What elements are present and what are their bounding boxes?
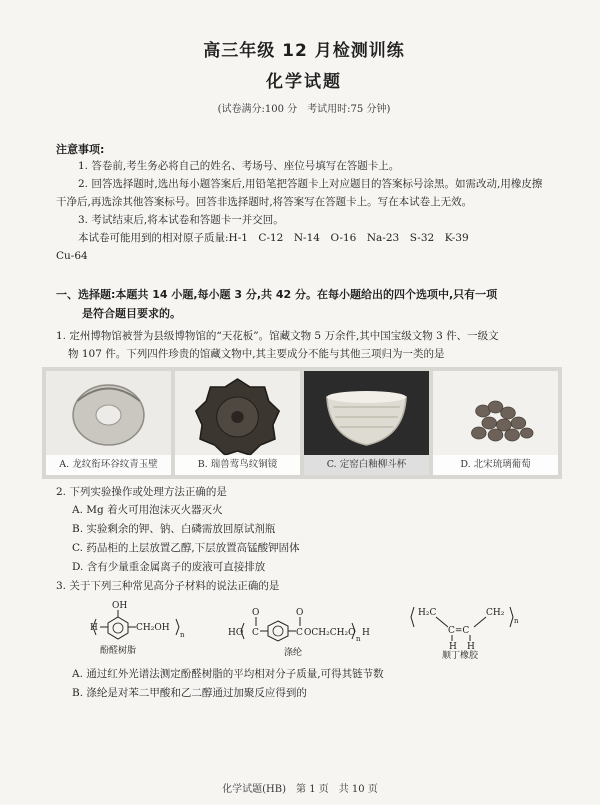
repeat-subscript-3: n [514, 617, 519, 625]
rubber-ch2: CH₂ [486, 608, 505, 618]
page-footer: 化学试题(HB) 第 1 页 共 10 页 [222, 784, 378, 795]
artifact-c-caption: C. 定窑白釉柳斗杯 [304, 455, 429, 475]
pet-c-2: C [296, 628, 303, 638]
question-1-stem: 1. 定州博物馆被誉为县级博物馆的“天花板”。馆藏文物 5 万余件,其中国宝级文物 3 件、一级文 [56, 330, 499, 342]
artifact-images [42, 367, 562, 479]
repeat-subscript-2: n [356, 635, 361, 643]
rubber-h-2: H [467, 642, 475, 652]
question-3-option-b: B. 涤纶是对苯二甲酸和乙二醇通过加聚反应得到的 [72, 687, 307, 699]
exam-info: (试卷满分:100 分 考试用时:75 分钟) [217, 104, 391, 115]
artifact-c-image [304, 371, 429, 475]
ch2oh-group: CH₂OH [136, 623, 170, 633]
question-3-option-a: A. 通过红外光谱法测定酚醛树脂的平均相对分子质量,可得其链节数 [72, 668, 384, 680]
notice-item-1: 1. 答卷前,考生务必将自己的姓名、考场号、座位号填写在答题卡上。 [78, 160, 400, 172]
exam-subject: 化学试题 [266, 72, 342, 92]
pet-ether: OCH₂CH₂O [304, 628, 356, 638]
rubber-h2c: H₂C [418, 608, 437, 618]
question-2-stem: 2. 下列实验操作或处理方法正确的是 [56, 486, 227, 498]
section-heading: 一、选择题:本题共 14 小题,每小题 3 分,共 42 分。在每小题给出的四个选项中,只有一项 [56, 288, 498, 301]
question-2-option-c: C. 药品柜的上层放置乙醇,下层放置高锰酸钾固体 [72, 542, 300, 554]
structure-label-phenolic: 酚醛树脂 [100, 646, 137, 656]
artifact-a-image [46, 371, 171, 475]
section-heading-cont: 是符合题目要求的。 [82, 307, 181, 320]
question-1-stem-cont: 物 107 件。下列四件珍贵的馆藏文物中,其主要成分不能与其他三项归为一类的是 [68, 348, 445, 360]
question-2-option-d: D. 含有少量重金属离子的废液可直接排放 [72, 561, 266, 573]
notice-heading: 注意事项: [56, 143, 105, 156]
oh-group: OH [112, 601, 128, 611]
notice-item-2: 2. 回答选择题时,选出每小题答案后,用铅笔把答题卡上对应题目的答案标号涂黑。如需改动,用橡皮擦干净后,再选涂其他答案标号。回答非选择题时,将答案写在答题卡上。写在本试卷上无效。 [56, 178, 543, 208]
h-end: H [90, 623, 98, 633]
phenolic-resin-structure [90, 601, 185, 656]
atomic-masses-line2: Cu-64 [56, 250, 88, 262]
artifact-d-caption: D. 北宋琉璃葡萄 [433, 455, 558, 475]
exam-title: 高三年级 12 月检测训练 [203, 41, 405, 61]
question-3-stem: 3. 关于下列三种常见高分子材料的说法正确的是 [56, 580, 280, 592]
pet-c-1: C [252, 628, 259, 638]
pet-o-top-2: O [296, 608, 304, 618]
artifact-d-image [433, 371, 558, 475]
rubber-structure [411, 607, 519, 659]
pet-h: H [362, 628, 370, 638]
pet-o-top-1: O [252, 608, 260, 618]
question-2-option-a: A. Mg 着火可用泡沫灭火器灭火 [72, 504, 223, 516]
question-2-option-b: B. 实验剩余的钾、钠、白磷需放回原试剂瓶 [72, 523, 276, 535]
pet-ho: HO [228, 628, 244, 638]
polymer-structures [56, 599, 552, 659]
artifact-a-caption: A. 龙纹衔环谷纹青玉壁 [46, 455, 171, 475]
atomic-masses-line1: 本试卷可能用到的相对原子质量:H-1 C-12 N-14 O-16 Na-23 S-32 K-39 [78, 232, 469, 244]
artifact-b-caption: B. 瑞兽莺鸟纹铜镜 [175, 455, 300, 475]
rubber-cc: C=C [448, 626, 470, 636]
pet-structure [228, 608, 370, 658]
artifact-b-image [175, 371, 300, 475]
structure-label-pet: 涤纶 [284, 648, 303, 658]
notice-item-3: 3. 考试结束后,将本试卷和答题卡一并交回。 [78, 214, 284, 226]
repeat-subscript-1: n [180, 631, 185, 639]
rubber-h-1: H [449, 642, 457, 652]
structure-label-rubber: 顺丁橡胶 [442, 651, 479, 659]
